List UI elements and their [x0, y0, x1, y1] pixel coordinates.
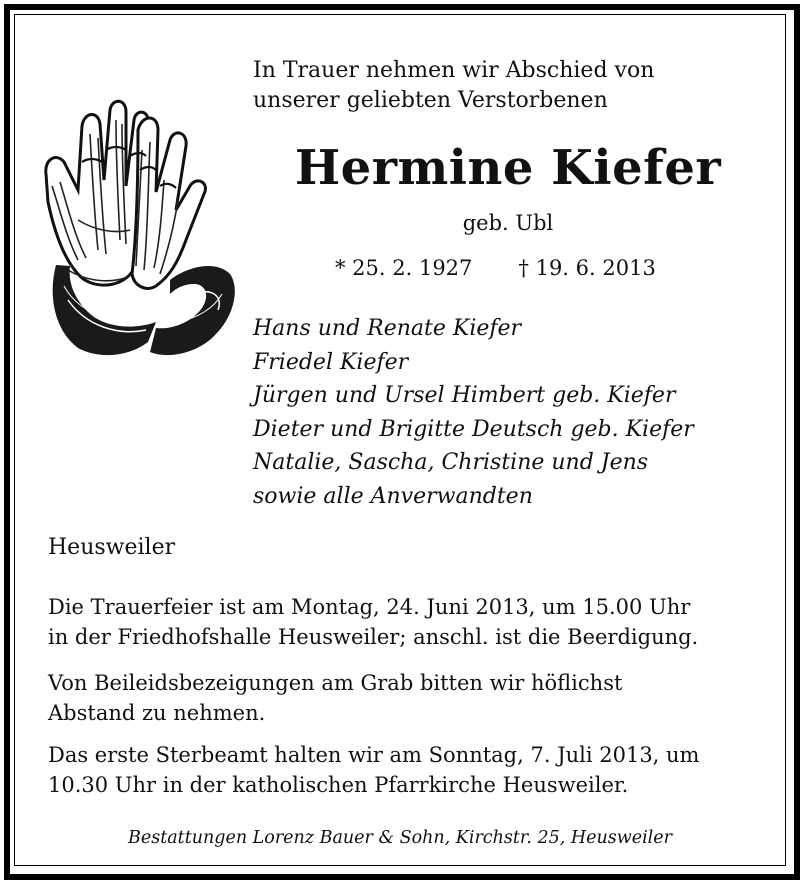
praying-hands-icon — [38, 90, 238, 362]
mourners-list — [253, 312, 694, 513]
mourner-line: Jürgen und Ursel Himbert geb. Kiefer — [253, 383, 676, 408]
paragraph-line: Das erste Sterbeamt halten wir am Sonntag, 7. Juli 2013, um — [48, 743, 700, 767]
death-date: † 19. 6. 2013 — [518, 256, 656, 280]
mourner-line: Natalie, Sascha, Christine und Jens — [253, 450, 649, 475]
intro-line: In Trauer nehmen wir Abschied von — [253, 58, 655, 83]
paragraph-line: Von Beileidsbezeigungen am Grab bitten wir höflichst — [48, 671, 623, 695]
paragraph-line: 10.30 Uhr in der katholischen Pfarrkirche Heusweiler. — [48, 773, 629, 797]
birth-name: geb. Ubl — [462, 211, 554, 235]
paragraph-line: Die Trauerfeier ist am Montag, 24. Juni 2013, um 15.00 Uhr — [48, 595, 691, 619]
paragraph-line: in der Friedhofshalle Heusweiler; anschl. ist die Beerdigung. — [48, 625, 699, 649]
intro-line: unserer geliebten Verstorbenen — [253, 88, 608, 113]
condolences-paragraph — [48, 668, 622, 728]
place: Heusweiler — [48, 535, 176, 560]
undertaker-footer: Bestattungen Lorenz Bauer & Sohn, Kirchstr. 25, Heusweiler — [128, 828, 672, 848]
mourner-line: Friedel Kiefer — [253, 349, 409, 375]
life-dates — [335, 256, 656, 280]
deceased-name: Hermine Kiefer — [294, 140, 722, 196]
mourner-line: Dieter und Brigitte Deutsch geb. Kiefer — [253, 416, 694, 442]
funeral-service-paragraph — [48, 592, 698, 652]
mourner-line: sowie alle Anverwandten — [253, 483, 533, 509]
mourner-line: Hans und Renate Kiefer — [253, 316, 522, 341]
intro-text — [253, 56, 654, 116]
requiem-mass-paragraph — [48, 740, 699, 800]
birth-date: * 25. 2. 1927 — [335, 256, 473, 280]
paragraph-line: Abstand zu nehmen. — [48, 701, 266, 725]
